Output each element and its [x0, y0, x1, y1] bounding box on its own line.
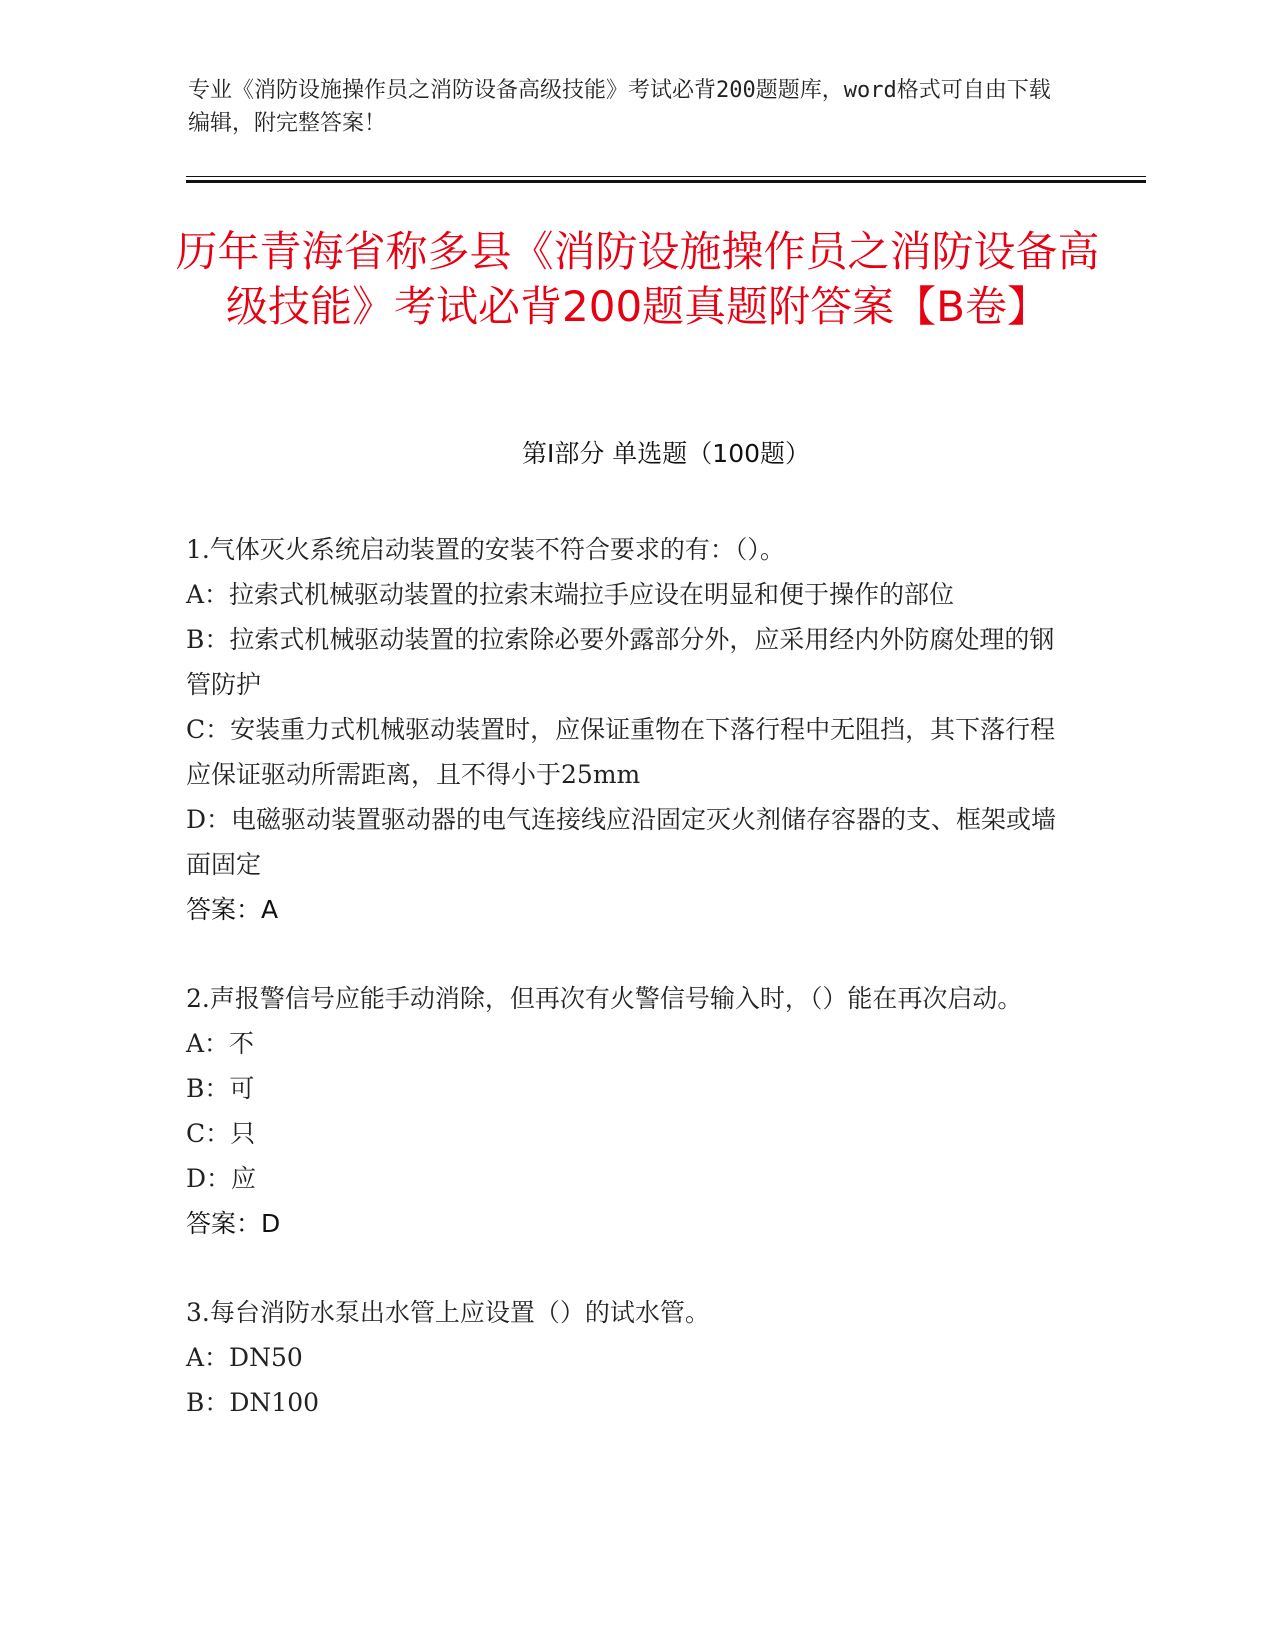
answer: 答案：D — [186, 1209, 281, 1238]
option-c: C：只 — [186, 1119, 256, 1148]
option-c: C：安装重力式机械驱动装置时，应保证重物在下落行程中无阻挡，其下落行程应保证驱动所需距离，且不得小于25mm — [186, 715, 1056, 789]
option-a: A：DN50 — [186, 1343, 303, 1372]
option-d: D：应 — [186, 1164, 257, 1193]
option-b: B：拉索式机械驱动装置的拉索除必要外露部分外，应采用经内外防腐处理的钢管防护 — [186, 625, 1055, 699]
option-a: A：不 — [186, 1029, 255, 1058]
question-stem: 2.声报警信号应能手动消除，但再次有火警信号输入时，（）能在再次启动。 — [186, 984, 1023, 1013]
question-1 — [186, 527, 1066, 932]
header-divider-thick — [186, 180, 1146, 183]
section-title: 第I部分 单选题（100题） — [521, 439, 811, 468]
question-stem: 1.气体灭火系统启动装置的安装不符合要求的有：（）。 — [186, 535, 785, 564]
header-note: 专业《消防设施操作员之消防设备高级技能》考试必背200题题库，word格式可自由下载编辑，附完整答案！ — [188, 78, 1051, 136]
answer: 答案：A — [186, 895, 279, 924]
option-b: B：可 — [186, 1074, 255, 1103]
question-stem: 3.每台消防水泵出水管上应设置（）的试水管。 — [186, 1298, 710, 1327]
header-divider-thin — [186, 176, 1146, 177]
option-b: B：DN100 — [186, 1388, 320, 1417]
document-title: 历年青海省称多县《消防设施操作员之消防设备高级技能》考试必背200题真题附答案【B卷】 — [175, 227, 1100, 331]
question-list — [186, 527, 1066, 1469]
option-d: D：电磁驱动装置驱动器的电气连接线应沿固定灭火剂储存容器的支、框架或墙面固定 — [186, 805, 1057, 879]
option-a: A：拉索式机械驱动装置的拉索末端拉手应设在明显和便于操作的部位 — [186, 580, 955, 609]
question-3 — [186, 1290, 1066, 1425]
question-2 — [186, 976, 1066, 1246]
